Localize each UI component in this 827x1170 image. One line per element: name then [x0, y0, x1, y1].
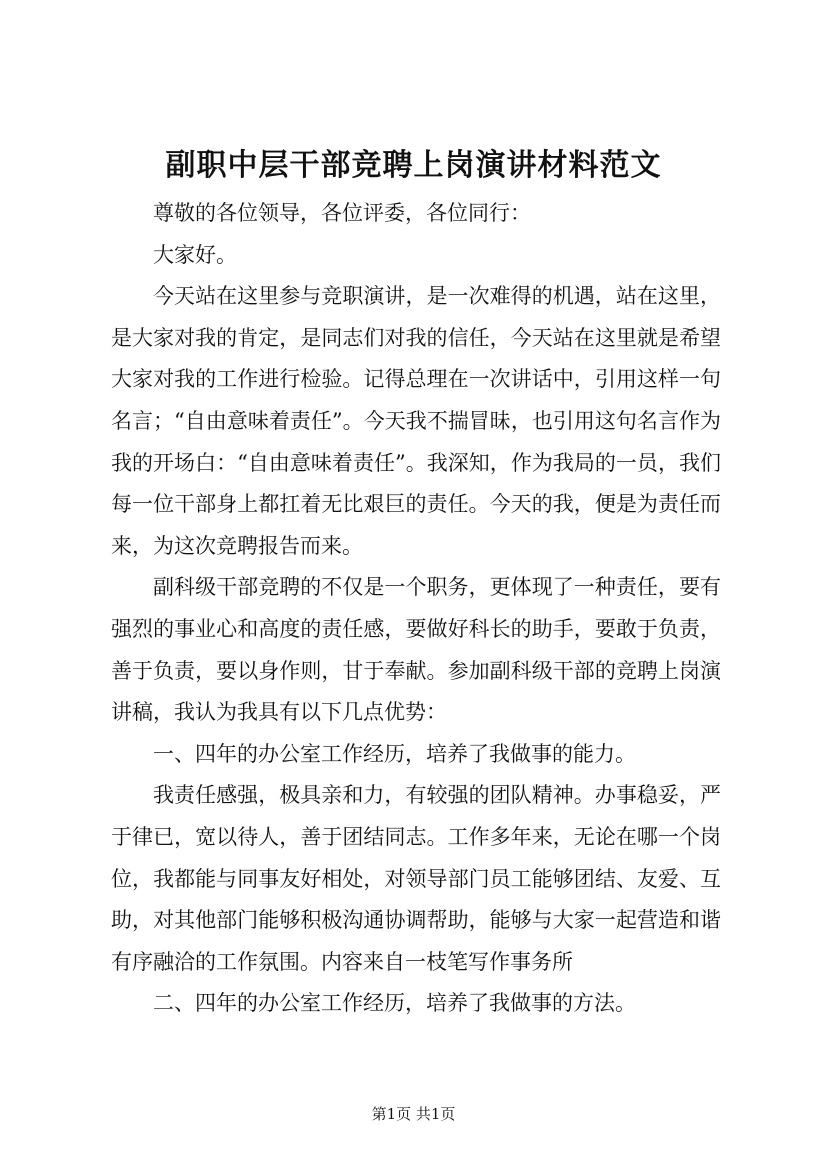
- document-title: 副职中层干部竞聘上岗演讲材料范文: [165, 148, 662, 183]
- paragraph-point-two: 二、四年的办公室工作经历，培养了我做事的方法。: [153, 991, 636, 1016]
- document-body: [111, 193, 721, 1025]
- paragraph-responsibility: 副科级干部竞聘的不仅是一个职务，更体现了一种责任，要有强烈的事业心和高度的责任感，要做好科长的助手，要敢于负责，善于负责，要以身作则，甘于奉献。参加副科级干部的竞聘上岗演讲稿，我认为我具有以下几点优势：: [111, 575, 721, 725]
- page-footer: 第1页 共1页: [371, 1105, 456, 1123]
- paragraph-point-one-detail: 我责任感强，极具亲和力，有较强的团队精神。办事稳妥，严于律已，宽以待人，善于团结同志。工作多年来，无论在哪一个岗位，我都能与同事友好相处，对领导部门员工能够团结、友爱、互助，对其他部门能够积极沟通协调帮助，能够与大家一起营造和谐有序融洽的工作氛围。内容来自一枝笔写作事务所: [111, 783, 721, 974]
- paragraph-salutation: 尊敬的各位领导，各位评委，各位同行：: [153, 201, 531, 225]
- paragraph-opening: 今天站在这里参与竞职演讲，是一次难得的机遇，站在这里，是大家对我的肯定，是同志们对我的信任，今天站在这里就是希望大家对我的工作进行检验。记得总理在一次讲话中，引用这样一句名言；“自由意味着责任”。今天我不揣冒昧，也引用这句名言作为我的开场白：“自由意味着责任”。我深知，作为我局的一员，我们每一位干部身上都扛着无比艰巨的责任。今天的我，便是为责任而来，为这次竞聘报告而来。: [111, 284, 721, 558]
- paragraph-point-one: 一、四年的办公室工作经历，培养了我做事的能力。: [153, 741, 636, 766]
- paragraph-greeting: 大家好。: [153, 242, 237, 267]
